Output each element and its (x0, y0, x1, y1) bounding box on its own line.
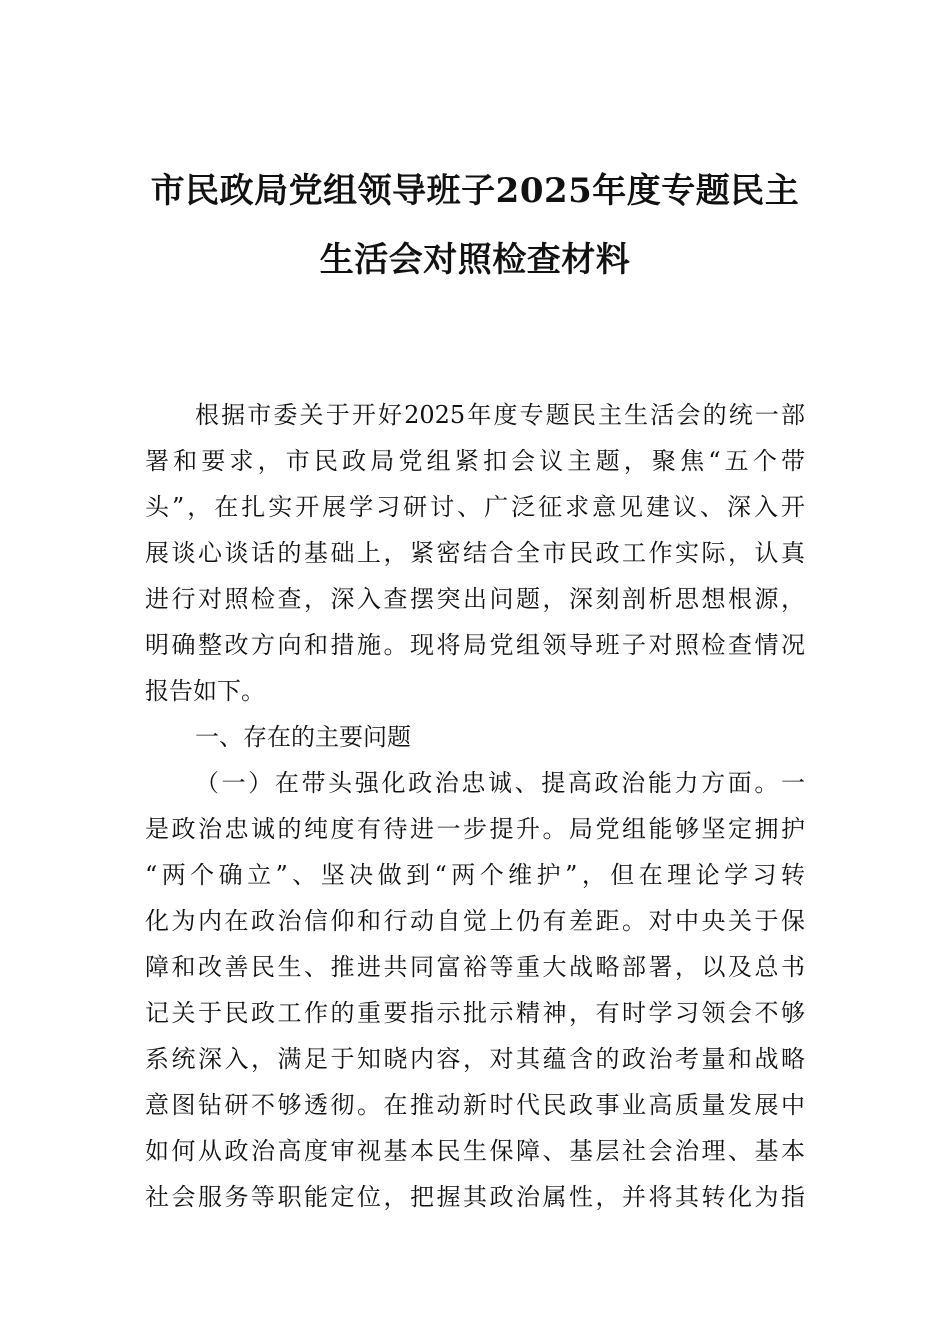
paragraph-line: 化为内在政治信仰和行动自觉上仍有差距。对中央关于保 (145, 907, 805, 935)
paragraph-line: 根据市委关于开好2025年度专题民主生活会的统一部 (195, 401, 805, 429)
paragraph-line: 署和要求，市民政局党组紧扣会议主题，聚焦“五个带 (145, 447, 805, 475)
paragraph-line: 报告如下。 (145, 677, 265, 705)
paragraph-line: 障和改善民生、推进共同富裕等重大战略部署，以及总书 (145, 953, 805, 981)
paragraph-line: 社会服务等职能定位，把握其政治属性，并将其转化为指 (145, 1183, 805, 1211)
document-title-line-2: 生活会对照检查材料 (319, 240, 631, 280)
paragraph-line: “两个确立”、坚决做到“两个维护”，但在理论学习转 (145, 861, 805, 889)
paragraph-line: 头”，在扎实开展学习研讨、广泛征求意见建议、深入开 (145, 493, 805, 521)
paragraph-line: 如何从政治高度审视基本民生保障、基层社会治理、基本 (145, 1137, 805, 1165)
paragraph-line: 意图钻研不够透彻。在推动新时代民政事业高质量发展中 (145, 1091, 805, 1119)
paragraph-line: 记关于民政工作的重要指示批示精神，有时学习领会不够 (145, 999, 805, 1027)
paragraph-line: 展谈心谈话的基础上，紧密结合全市民政工作实际，认真 (145, 539, 805, 567)
paragraph-line: 进行对照检查，深入查摆突出问题，深刻剖析思想根源， (145, 585, 805, 613)
paragraph-line: 系统深入，满足于知晓内容，对其蕴含的政治考量和战略 (145, 1045, 805, 1073)
document-title-line-1: 市民政局党组领导班子2025年度专题民主 (150, 171, 800, 211)
paragraph-line: 明确整改方向和措施。现将局党组领导班子对照检查情况 (145, 631, 805, 659)
section-heading: 一、存在的主要问题 (195, 723, 411, 751)
paragraph-line: （一）在带头强化政治忠诚、提高政治能力方面。一 (195, 769, 805, 797)
paragraph-line: 是政治忠诚的纯度有待进一步提升。局党组能够坚定拥护 (145, 815, 805, 843)
